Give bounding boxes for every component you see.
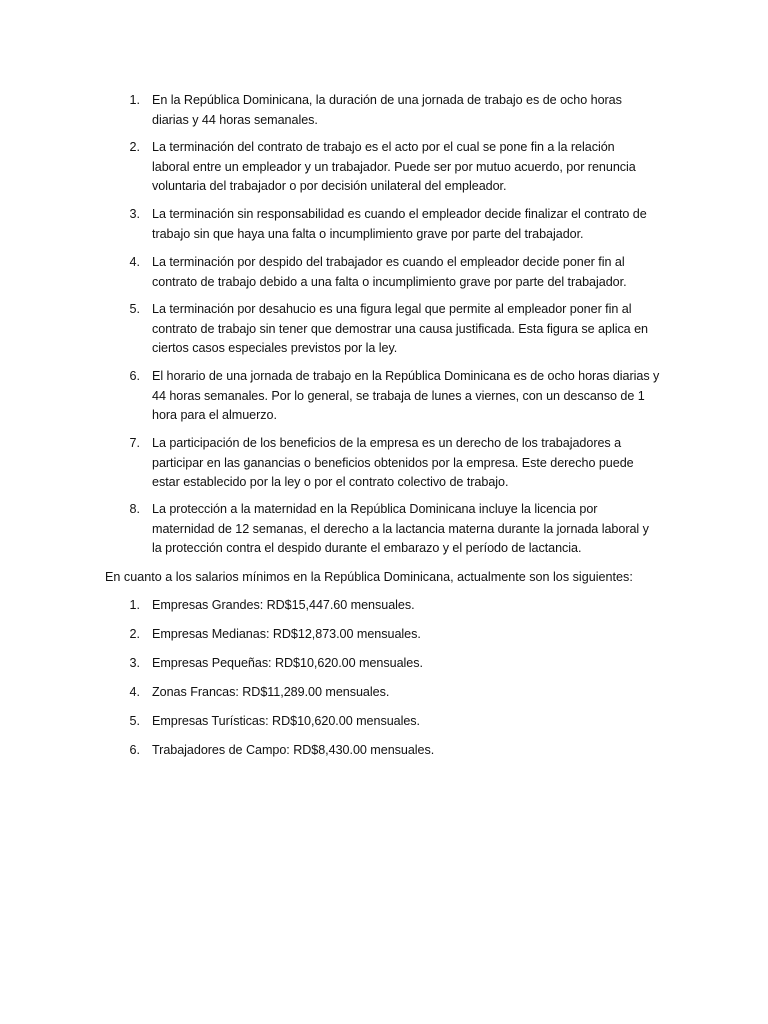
list-item-number: 3. <box>129 207 140 221</box>
text-line: diarias y 44 horas semanales. <box>152 112 318 127</box>
text-line: trabajo sin que haya una falta o incumplimiento grave por parte del trabajador. <box>152 226 584 241</box>
list-item-number: 6. <box>129 743 140 757</box>
text-line: La terminación por desahucio es una figura legal que permite al empleador poner fin al <box>152 302 632 316</box>
list-item-text <box>152 367 664 426</box>
text-line: contrato de trabajo sin tener que demostrar una causa justificada. Esta figura se aplica en <box>152 321 648 336</box>
list-item-number: 4. <box>129 685 140 699</box>
list-item-text <box>152 91 664 130</box>
text-line: contrato de trabajo debido a una falta o incumplimiento grave por parte del trabajador. <box>152 274 627 289</box>
text-line: El horario de una jornada de trabajo en la República Dominicana es de ocho horas diarias y <box>152 369 660 383</box>
list-item-number: 4. <box>129 255 140 269</box>
list-item-text <box>152 596 664 616</box>
text-line: Trabajadores de Campo: RD$8,430.00 mensuales. <box>152 743 435 757</box>
list-item-text <box>152 300 664 359</box>
list-item-number: 6. <box>129 369 140 383</box>
text-line: Empresas Grandes: RD$15,447.60 mensuales. <box>152 598 415 612</box>
salary-intro-paragraph: En cuanto a los salarios mínimos en la República Dominicana, actualmente son los siguientes: <box>105 570 633 584</box>
list-item-text <box>152 434 664 493</box>
list-item-text <box>152 253 664 292</box>
text-line: Empresas Turísticas: RD$10,620.00 mensuales. <box>152 714 420 728</box>
list-item-text <box>152 500 664 559</box>
list-item-number: 8. <box>129 502 140 516</box>
text-line: estar establecido por la ley o por el contrato colectivo de trabajo. <box>152 475 509 489</box>
list-item-text <box>152 625 664 645</box>
text-line: Zonas Francas: RD$11,289.00 mensuales. <box>152 685 390 699</box>
text-line: participar en las ganancias o beneficios obtenidos por la empresa. Este derecho puede <box>152 455 634 470</box>
list-item-number: 2. <box>129 627 140 641</box>
text-line: La participación de los beneficios de la empresa es un derecho de los trabajadores a <box>152 436 622 450</box>
list-item-text <box>152 741 664 761</box>
text-line: laboral entre un empleador y un trabajador. Puede ser por mutuo acuerdo, por renuncia <box>152 159 636 174</box>
text-line: La protección a la maternidad en la República Dominicana incluye la licencia por <box>152 502 598 516</box>
list-item-number: 1. <box>129 598 140 612</box>
list-item-text <box>152 654 664 674</box>
text-line: La terminación sin responsabilidad es cuando el empleador decide finalizar el contrato de <box>152 207 647 221</box>
text-line: voluntaria del trabajador o por decisión unilateral del empleador. <box>152 179 507 193</box>
text-line: La terminación del contrato de trabajo es el acto por el cual se pone fin a la relación <box>152 140 615 154</box>
text-line: Empresas Medianas: RD$12,873.00 mensuales. <box>152 627 421 641</box>
text-line: hora para el almuerzo. <box>152 408 277 422</box>
list-item-number: 1. <box>129 93 140 107</box>
list-item-text <box>152 205 664 244</box>
list-item-text <box>152 683 664 703</box>
text-line: maternidad de 12 semanas, el derecho a la lactancia materna durante la jornada laboral y <box>152 521 649 536</box>
text-line: la protección contra el despido durante el embarazo y el período de lactancia. <box>152 541 582 555</box>
list-item-number: 5. <box>129 714 140 728</box>
text-line: 44 horas semanales. Por lo general, se trabaja de lunes a viernes, con un descanso de 1 <box>152 388 645 403</box>
text-line: ciertos casos especiales previstos por la ley. <box>152 341 398 355</box>
list-item-number: 7. <box>129 436 140 450</box>
list-item-number: 2. <box>129 140 140 154</box>
list-item-text <box>152 138 664 197</box>
text-line: En la República Dominicana, la duración de una jornada de trabajo es de ocho horas <box>152 93 622 107</box>
text-line: La terminación por despido del trabajador es cuando el empleador decide poner fin al <box>152 255 625 269</box>
list-item-text <box>152 712 664 732</box>
list-item-number: 3. <box>129 656 140 670</box>
list-item-number: 5. <box>129 302 140 316</box>
text-line: Empresas Pequeñas: RD$10,620.00 mensuales. <box>152 656 423 670</box>
